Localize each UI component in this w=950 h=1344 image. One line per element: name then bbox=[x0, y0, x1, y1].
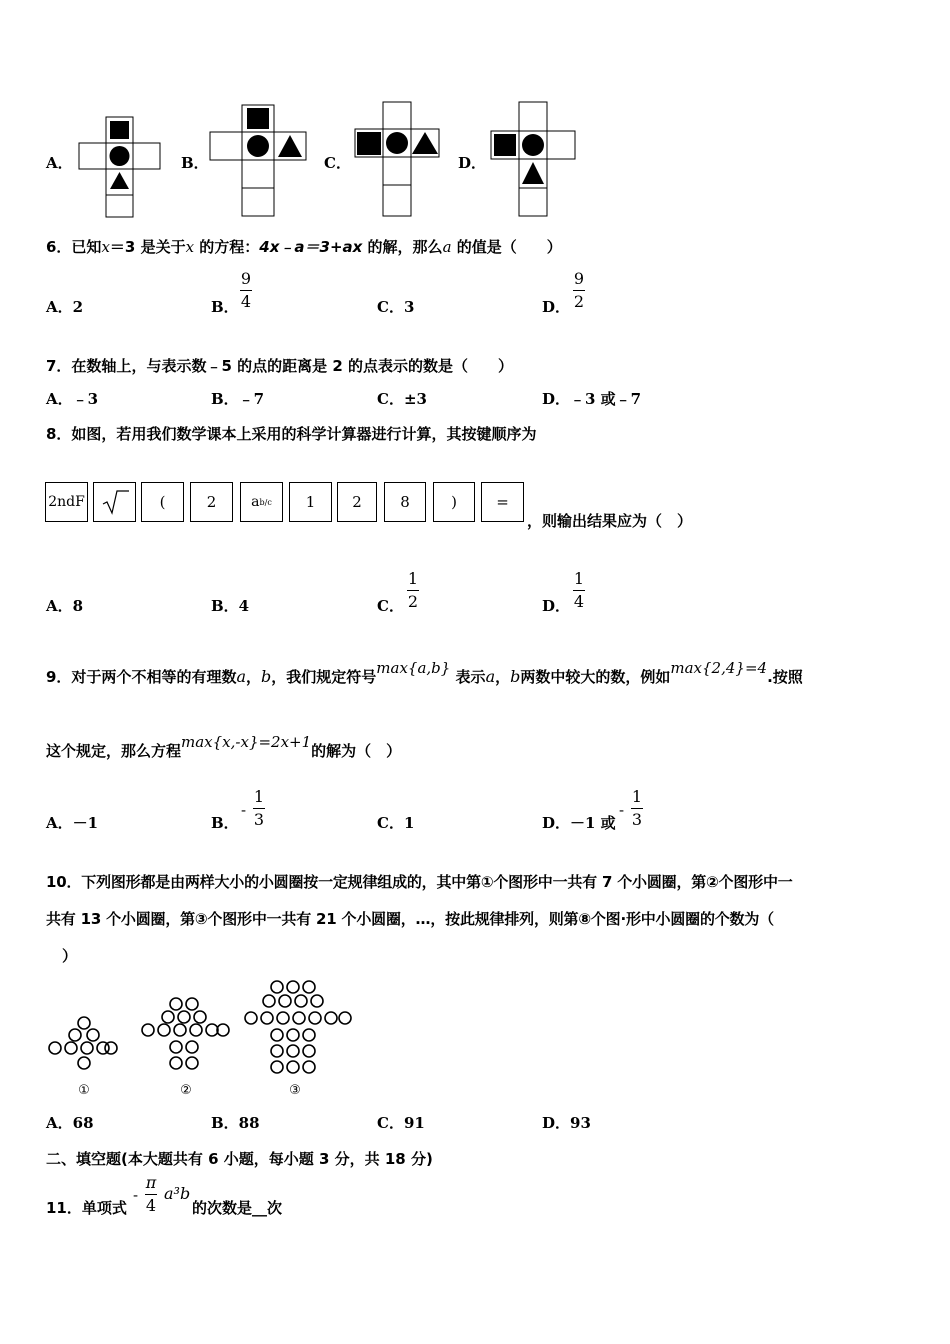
q8-stem: 8．如图，若用我们数学课本上采用的科学计算器进行计算，其按键顺序为 bbox=[46, 425, 537, 443]
q9-option-b-sign: - bbox=[241, 801, 247, 819]
section2-title: 二、填空题(本大题共有 6 小题，每小题 3 分，共 18 分) bbox=[46, 1150, 433, 1168]
q9-option-d-fraction: 1 3 bbox=[631, 787, 643, 829]
q10-stem-line1: 10．下列图形都是由两样大小的小圆圈按一定规律组成的，其中第①个图形中一共有 7 个小圆圈，第②个图形中一 bbox=[46, 873, 793, 891]
key-2ndf: 2ndF bbox=[45, 482, 88, 522]
key-2b: 2 bbox=[337, 482, 377, 522]
q5-net-c bbox=[352, 100, 444, 218]
key-sqrt bbox=[93, 482, 136, 522]
q10-fig-label-2: ② bbox=[180, 1083, 192, 1098]
sqrt-icon bbox=[100, 489, 130, 515]
q6-option-b: B． bbox=[211, 298, 239, 316]
q11-prefix: 11．单项式 bbox=[46, 1199, 127, 1217]
q11-fraction: π 4 bbox=[145, 1173, 157, 1215]
q10-stem-line3: ） bbox=[62, 947, 78, 965]
q11-suffix: 的次数是__次 bbox=[192, 1199, 283, 1217]
q9-stem-line1: 9．对于两个不相等的有理数a，b，我们规定符号max{a,b} 表示a，b两数中较大的数，例如max{2,4}=4.按照 bbox=[46, 659, 803, 686]
key-open-paren: ( bbox=[141, 482, 184, 522]
key-equals: = bbox=[481, 482, 524, 522]
q7-stem: 7．在数轴上，与表示数﹣5 的点的距离是 2 的点表示的数是（ ） bbox=[46, 357, 513, 375]
q5-option-a-label: A． bbox=[46, 154, 73, 172]
q9-option-b: B． bbox=[211, 814, 239, 832]
key-fraction: a b/c bbox=[240, 482, 283, 522]
q7-option-d: D．﹣3 或﹣7 bbox=[542, 390, 642, 408]
q10-option-a: A．68 bbox=[46, 1114, 94, 1132]
q5-net-b bbox=[206, 102, 311, 218]
q11-monomial: a³b bbox=[164, 1184, 191, 1203]
q6-option-a: A．2 bbox=[46, 298, 84, 316]
q8-option-a: A．8 bbox=[46, 597, 84, 615]
q10-fig-label-1: ① bbox=[78, 1083, 90, 1098]
q6-option-d: D． bbox=[542, 298, 571, 316]
q8-option-c-fraction: 1 2 bbox=[407, 569, 419, 611]
q7-option-a: A．﹣3 bbox=[46, 390, 99, 408]
key-8: 8 bbox=[384, 482, 426, 522]
q10-circle-pattern-figure bbox=[45, 974, 351, 1098]
q9-stem-line2: 这个规定，那么方程max{x,-x}=2x+1的解为（ ） bbox=[46, 733, 402, 760]
q8-tail: ，则输出结果应为（ ） bbox=[527, 512, 693, 530]
q10-option-b: B．88 bbox=[211, 1114, 260, 1132]
q9-option-b-fraction: 1 3 bbox=[253, 787, 265, 829]
q5-option-c-label: C． bbox=[324, 154, 351, 172]
q6-option-d-fraction: 9 2 bbox=[573, 269, 585, 311]
q10-fig-label-3: ③ bbox=[289, 1083, 301, 1098]
q6-stem: 6．已知x＝3 是关于x 的方程：4x﹣a＝3+ax 的解，那么a 的值是（ ） bbox=[46, 238, 562, 256]
q8-option-c: C． bbox=[377, 597, 404, 615]
q6-option-b-fraction: 9 4 bbox=[240, 269, 252, 311]
q11-sign: - bbox=[133, 1186, 139, 1204]
q5-net-d bbox=[487, 100, 579, 218]
q9-option-a: A．－1 bbox=[46, 814, 99, 832]
key-1: 1 bbox=[289, 482, 332, 522]
key-close-paren: ) bbox=[433, 482, 475, 522]
q8-option-d: D． bbox=[542, 597, 571, 615]
q7-option-c: C．±3 bbox=[377, 390, 427, 408]
q5-option-d-label: D． bbox=[458, 154, 487, 172]
q8-option-b: B．4 bbox=[211, 597, 250, 615]
q7-option-b: B．﹣7 bbox=[211, 390, 265, 408]
key-2: 2 bbox=[190, 482, 233, 522]
q5-net-a bbox=[76, 110, 166, 218]
q5-option-b-label: B． bbox=[181, 154, 209, 172]
q9-option-d-sign: - bbox=[619, 801, 625, 819]
q8-option-d-fraction: 1 4 bbox=[573, 569, 585, 611]
q10-option-d: D．93 bbox=[542, 1114, 591, 1132]
q10-stem-line2: 共有 13 个小圆圈，第③个图形中一共有 21 个小圆圈，…，按此规律排列，则第⑧个图·形中小圆圈的个数为（ bbox=[46, 910, 774, 928]
q10-option-c: C．91 bbox=[377, 1114, 425, 1132]
q6-option-c: C．3 bbox=[377, 298, 415, 316]
q9-option-c: C．1 bbox=[377, 814, 415, 832]
q9-option-d: D．－1 或 bbox=[542, 814, 616, 832]
